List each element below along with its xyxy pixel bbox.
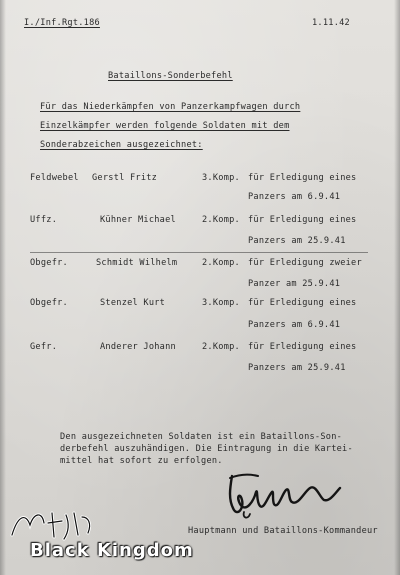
watermark-logo — [8, 505, 98, 545]
intro-line-2: Einzelkämpfer werden folgende Soldaten mit dem — [40, 121, 290, 131]
company: 3.Komp. — [202, 298, 240, 308]
rank: Uffz. — [30, 215, 58, 225]
rank: Obgefr. — [30, 298, 68, 308]
handwritten-signature — [220, 470, 345, 520]
document-date: 1.11.42 — [312, 18, 350, 28]
row-divider — [30, 252, 368, 253]
company: 2.Komp. — [202, 342, 240, 352]
action: für Erledigung eines — [248, 342, 357, 352]
action-date: Panzer am 25.9.41 — [248, 279, 341, 289]
watermark-text: Black Kingdom — [30, 540, 194, 561]
action-date: Panzers am 25.9.41 — [248, 363, 346, 373]
soldier-name: Stenzel Kurt — [100, 298, 166, 308]
rank: Obgefr. — [30, 258, 68, 268]
soldier-name: Kühner Michael — [100, 215, 176, 225]
closing-line-3: mittel hat sofort zu erfolgen. — [60, 456, 223, 466]
intro-line-1: Für das Niederkämpfen von Panzerkampfwagen durch — [40, 102, 301, 112]
company: 2.Komp. — [202, 258, 240, 268]
action-date: Panzers am 6.9.41 — [248, 320, 341, 330]
page-edge-shadow-right — [394, 0, 400, 575]
intro-line-3: Sonderabzeichen ausgezeichnet: — [40, 140, 203, 150]
soldier-name: Schmidt Wilhelm — [96, 258, 178, 268]
action-date: Panzers am 25.9.41 — [248, 236, 346, 246]
soldier-name: Anderer Johann — [100, 342, 176, 352]
document-title: Bataillons-Sonderbefehl — [108, 71, 233, 81]
rank: Gefr. — [30, 342, 58, 352]
rank: Feldwebel — [30, 173, 79, 183]
unit-heading: I./Inf.Rgt.186 — [24, 18, 100, 28]
closing-line-1: Den ausgezeichneten Soldaten ist ein Bataillons-Son- — [60, 432, 343, 442]
closing-line-2: derbefehl auszuhändigen. Die Eintragung in die Kartei- — [60, 444, 353, 454]
action: für Erledigung eines — [248, 298, 357, 308]
signatory-rank: Hauptmann und Bataillons-Kommandeur — [188, 526, 378, 536]
page-edge-shadow-left — [0, 0, 6, 575]
action: für Erledigung eines — [248, 215, 357, 225]
company: 3.Komp. — [202, 173, 240, 183]
action-date: Panzers am 6.9.41 — [248, 192, 341, 202]
action: für Erledigung eines — [248, 173, 357, 183]
action: für Erledigung zweier — [248, 258, 362, 268]
company: 2.Komp. — [202, 215, 240, 225]
soldier-name: Gerstl Fritz — [92, 173, 158, 183]
